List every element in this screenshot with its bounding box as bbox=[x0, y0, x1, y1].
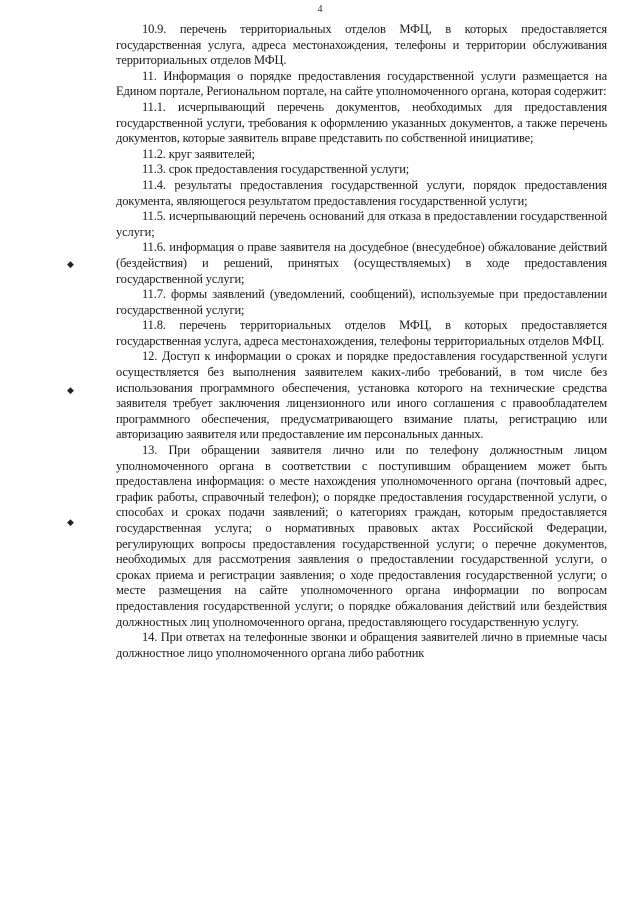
paragraph-11-2: 11.2. круг заявителей; bbox=[142, 146, 255, 161]
paragraph-12: 12. Доступ к информации о сроках и порядке предоставления государственной услуги осуществляется без выполнения заявителем каких-либо требований, в том числе без использования программного обеспечения, установка которого на технические средства заявителя требует заключения лицензионного или иного соглашения с правообладателем программного обеспечения, предусматривающего взимание платы, регистрацию или авторизацию заявителя или предоставление им персональных данных. bbox=[116, 349, 607, 442]
paragraph-11-6: 11.6. информация о праве заявителя на досудебное (внесудебное) обжалование действий (бездействия) и решений, принятых (осуществляемых) в ходе предоставления государственной услуги; bbox=[116, 240, 607, 286]
paragraph-10-9: 10.9. перечень территориальных отделов МФЦ, в которых предоставляется государственная услуга, адреса местонахождения, телефоны и территории обслуживания территориальных отделов МФЦ. bbox=[116, 22, 607, 68]
paragraph-11-1: 11.1. исчерпывающий перечень документов, необходимых для предоставления государственной услуги, требования к оформлению указанных документов, а также перечень документов, которые заявитель вправе представить по собственной инициативе; bbox=[116, 99, 607, 146]
paragraph-11-7: 11.7. формы заявлений (уведомлений, сообщений), используемые при предоставлении государственной услуги; bbox=[116, 287, 607, 317]
margin-bullet-mark: ◆ bbox=[67, 517, 74, 527]
document-body bbox=[116, 22, 607, 661]
paragraph-14: 14. При ответах на телефонные звонки и обращения заявителей лично в приемные часы должностное лицо уполномоченного органа либо работник bbox=[116, 630, 607, 660]
paragraph-11: 11. Информация о порядке предоставления государственной услуги размещается на Едином портале, Региональном портале, на сайте уполномоченного органа, которая содержит: bbox=[116, 68, 607, 99]
paragraph-13: 13. При обращении заявителя лично или по телефону должностным лицом уполномоченного органа в соответствии с поступившим обращением может быть предоставлена информация: о месте нахождения уполномоченного органа (почтовый адрес, график работы, справочный телефон); о порядке предоставления государственной услуги, о способах и сроках подачи заявлений; о категориях граждан, которым предоставляется государственная услуга; о нормативных правовых актах Российской Федерации, регулирующих вопросы предоставления государственной услуги; о перечне документов, необходимых для рассмотрения заявления о предоставлении государственной услуги, о сроках приема и регистрации заявления; о ходе предоставления государственной услуги; о месте размещения на сайте уполномоченного органа информации по вопросам предоставления государственной услуги; о порядке обжалования действий или бездействия должностных лиц уполномоченного органа, предоставляющего государственную услугу. bbox=[116, 443, 607, 629]
paragraph-11-4: 11.4. результаты предоставления государственной услуги, порядок предоставления документа, являющегося результатом предоставления государственной услуги; bbox=[116, 177, 607, 208]
margin-bullet-mark: ◆ bbox=[67, 259, 74, 269]
paragraph-11-5: 11.5. исчерпывающий перечень оснований для отказа в предоставлении государственной услуги; bbox=[116, 209, 607, 239]
margin-bullet-mark: ◆ bbox=[67, 385, 74, 395]
paragraph-11-3: 11.3. срок предоставления государственной услуги; bbox=[142, 162, 410, 177]
paragraph-11-8: 11.8. перечень территориальных отделов МФЦ, в которых предоставляется государственная услуга, адреса местонахождения, телефоны территориальных отделов МФЦ. bbox=[116, 318, 607, 348]
page-number: 4 bbox=[317, 4, 323, 15]
